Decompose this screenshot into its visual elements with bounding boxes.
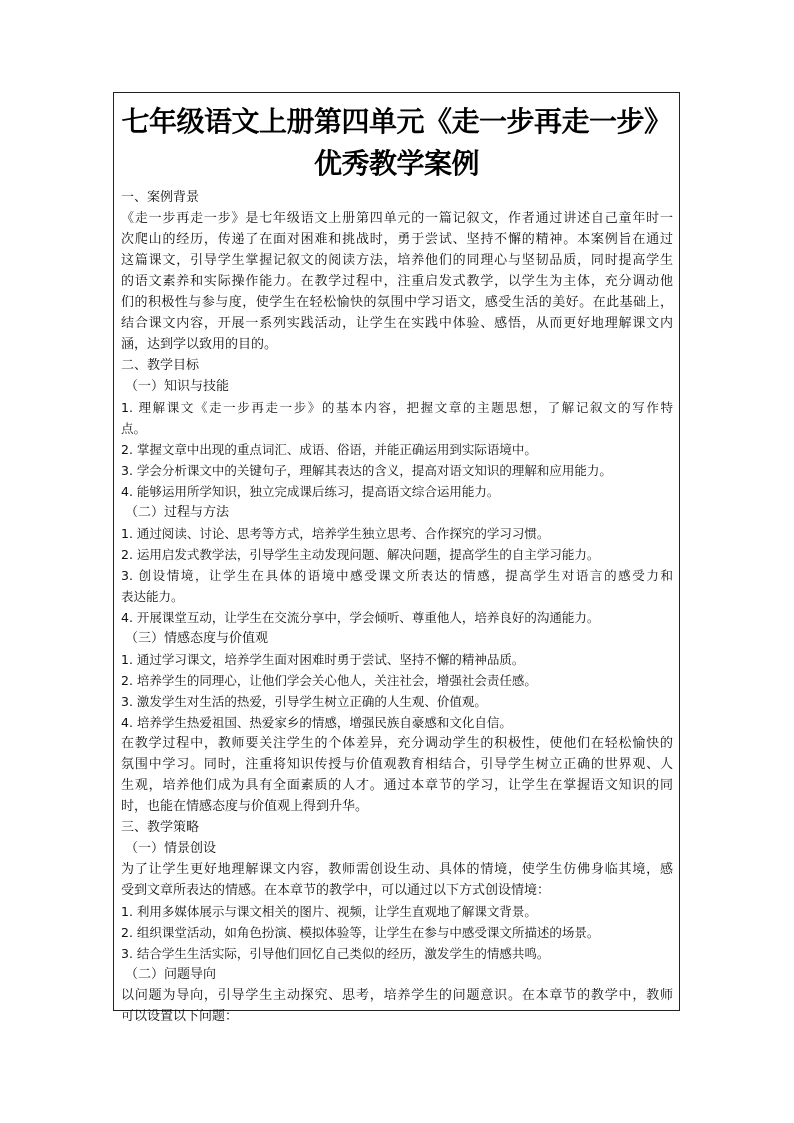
- paragraph-line: 涵，达到学以致用的目的。: [121, 337, 278, 352]
- list-item: 2. 运用启发式教学法，引导学生主动发现问题、解决问题，提高学生的自主学习能力。: [121, 547, 600, 562]
- paragraph-line: 结合课文内容，开展一系列实践活动，让学生在实践中体验、感悟，从而更好地理解课文内: [121, 316, 673, 331]
- paragraph-situation: [121, 859, 673, 901]
- document-body: [114, 185, 679, 1027]
- paragraph-line: 在教学过程中，教师要关注学生的个体差异，充分调动学生的积极性，使他们在轻松愉快的: [121, 736, 673, 751]
- list-item: 3. 结合学生生活实际，引导他们回忆自己类似的经历，激发学生的情感共鸣。: [121, 946, 550, 961]
- paragraph-line: 次爬山的经历，传递了在面对困难和挑战时，勇于尝试、坚持不懈的精神。本案例旨在通过: [121, 232, 673, 247]
- list-item: 4. 培养学生热爱祖国、热爱家乡的情感，增强民族自豪感和文化自信。: [121, 715, 512, 730]
- paragraph-line: 可以设置以下问题：: [121, 1009, 239, 1024]
- title-line-2: 优秀教学案例: [313, 147, 479, 180]
- paragraph-problem: [121, 985, 673, 1027]
- list-item: 3. 学会分析课文中的关键句子，理解其表达的含义，提高对语文知识的理解和应用能力。: [121, 463, 612, 478]
- subheading-problem-oriented: （二）问题导向: [125, 967, 217, 982]
- paragraph-line: 的语文素养和实际操作能力。在教学过程中，注重启发式教学，以学生为主体，充分调动他: [121, 274, 673, 289]
- paragraph-line: 时，也能在情感态度与价值观上得到升华。: [121, 799, 369, 814]
- list-item: 4. 开展课堂互动，让学生在交流分享中，学会倾听、尊重他人，培养良好的沟通能力。: [121, 610, 600, 625]
- list-item-continuation: 表达能力。: [121, 589, 184, 604]
- list-item-continuation: 点。: [121, 421, 147, 436]
- paragraph-background: [121, 208, 673, 355]
- document-frame: [113, 92, 680, 1024]
- subheading-emotion-values: （三）情感态度与价值观: [125, 631, 269, 646]
- section-heading-strategies: 三、教学策略: [121, 820, 200, 835]
- paragraph-line: 氛围中学习。同时，注重将知识传授与价值观教育相结合，引导学生树立正确的世界观、人: [121, 757, 673, 772]
- list-item: 1. 理解课文《走一步再走一步》的基本内容，把握文章的主题思想，了解记叙文的写作特: [121, 400, 673, 415]
- list-item: 3. 激发学生对生活的热爱，引导学生树立正确的人生观、价值观。: [121, 694, 487, 709]
- paragraph-line: 为了让学生更好地理解课文内容，教师需创设生动、具体的情境，使学生仿佛身临其境，感: [121, 862, 673, 877]
- list-item: 2. 组织课堂活动，如角色扮演、模拟体验等，让学生在参与中感受课文所描述的场景。: [121, 925, 600, 940]
- list-item: 2. 培养学生的同理心，让他们学会关心他人，关注社会，增强社会责任感。: [121, 673, 537, 688]
- paragraph-line: 这篇课文，引导学生掌握记叙文的阅读方法，培养他们的同理心与坚韧品质，同时提高学生: [121, 253, 673, 268]
- list-item: 1. 利用多媒体展示与课文相关的图片、视频，让学生直观地了解课文背景。: [121, 904, 537, 919]
- paragraph-teaching-process: [121, 733, 673, 817]
- title-line-1: 七年级语文上册第四单元《走一步再走一步》: [121, 105, 672, 138]
- list-item: 3. 创设情境，让学生在具体的语境中感受课文所表达的情感，提高学生对语言的感受力和: [121, 568, 673, 583]
- subheading-process-methods: （二）过程与方法: [125, 505, 230, 520]
- paragraph-line: 以问题为导向，引导学生主动探究、思考，培养学生的问题意识。在本章节的教学中，教师: [121, 988, 673, 1003]
- list-item: 2. 掌握文章中出现的重点词汇、成语、俗语，并能正确运用到实际语境中。: [121, 442, 537, 457]
- list-item: 1. 通过阅读、讨论、思考等方式，培养学生独立思考、合作探究的学习习惯。: [121, 526, 550, 541]
- subheading-situation-creation: （一）情景创设: [125, 841, 217, 856]
- subheading-knowledge-skills: （一）知识与技能: [125, 379, 230, 394]
- paragraph-line: 《走一步再走一步》是七年级语文上册第四单元的一篇记叙文，作者通过讲述自己童年时一: [121, 211, 673, 226]
- paragraph-line: 们的积极性与参与度，使学生在轻松愉快的氛围中学习语文，感受生活的美好。在此基础上，: [121, 295, 673, 310]
- paragraph-line: 受到文章所表达的情感。在本章节的教学中，可以通过以下方式创设情境：: [121, 883, 551, 898]
- section-heading-objectives: 二、教学目标: [121, 358, 200, 373]
- list-item: 1. 通过学习课文，培养学生面对困难时勇于尝试、坚持不懈的精神品质。: [121, 652, 525, 667]
- paragraph-line: 生观，培养他们成为具有全面素质的人才。通过本章节的学习，让学生在掌握语文知识的同: [121, 778, 673, 793]
- section-heading-background: 一、案例背景: [121, 190, 200, 205]
- document-title: [114, 93, 679, 185]
- list-item: 4. 能够运用所学知识，独立完成课后练习，提高语文综合运用能力。: [121, 484, 500, 499]
